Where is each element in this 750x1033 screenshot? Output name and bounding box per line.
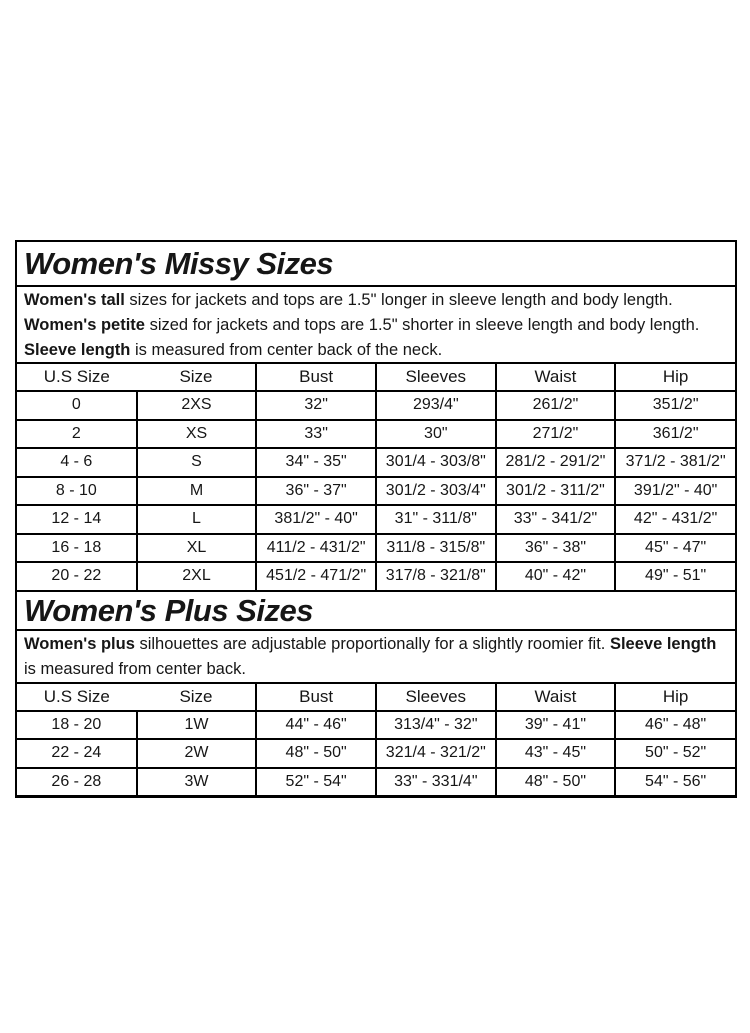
header-row (17, 684, 735, 711)
missy-sizes-description (17, 287, 735, 364)
size-cell: M (137, 477, 257, 506)
description-bold-text: Sleeve length (24, 341, 131, 359)
column-header: U.S Size (17, 364, 137, 391)
column-header: Bust (256, 364, 376, 391)
size-cell: 48" - 50" (496, 768, 616, 796)
size-cell: 371/2 - 381/2" (615, 448, 735, 477)
size-cell: 45" - 47" (615, 534, 735, 563)
size-cell: 391/2" - 40" (615, 477, 735, 506)
size-cell: 26 - 28 (17, 768, 137, 796)
size-cell: 22 - 24 (17, 739, 137, 768)
size-cell: 20 - 22 (17, 562, 137, 591)
table-row (17, 505, 735, 534)
size-cell: 18 - 20 (17, 711, 137, 740)
size-cell: 3W (137, 768, 257, 796)
size-cell: 32" (256, 391, 376, 420)
description-text: silhouettes are adjustable proportionally for a slightly roomier fit. (134, 634, 610, 653)
description-line (24, 632, 728, 682)
table-row (17, 562, 735, 591)
size-cell: 16 - 18 (17, 534, 137, 563)
size-cell: 46" - 48" (615, 711, 735, 740)
table-row (17, 448, 735, 477)
size-cell: 36" - 38" (496, 534, 616, 563)
size-cell: 301/2 - 303/4" (376, 477, 496, 506)
size-cell: 361/2" (615, 420, 735, 449)
table-row (17, 534, 735, 563)
column-header: U.S Size (17, 684, 137, 711)
plus-sizes-table (17, 684, 735, 796)
size-cell: 317/8 - 321/8" (376, 562, 496, 591)
size-cell: 451/2 - 471/2" (256, 562, 376, 591)
size-cell: 351/2" (615, 391, 735, 420)
header-row (17, 364, 735, 391)
size-cell: 293/4" (376, 391, 496, 420)
size-cell: 1W (137, 711, 257, 740)
size-cell: 39" - 41" (496, 711, 616, 740)
plus-sizes-title: Women's Plus Sizes (17, 592, 735, 631)
description-bold-text: Women's plus (24, 634, 135, 653)
column-header: Waist (496, 364, 616, 391)
size-cell: 36" - 37" (256, 477, 376, 506)
description-bold-text: Women's petite (24, 316, 145, 334)
size-cell: 281/2 - 291/2" (496, 448, 616, 477)
size-cell: 33" - 331/4" (376, 768, 496, 796)
size-cell: 4 - 6 (17, 448, 137, 477)
size-cell: 313/4" - 32" (376, 711, 496, 740)
size-cell: 52" - 54" (256, 768, 376, 796)
size-chart-document (15, 240, 737, 798)
table-row (17, 739, 735, 768)
size-cell: 311/8 - 315/8" (376, 534, 496, 563)
size-cell: 381/2" - 40" (256, 505, 376, 534)
size-cell: 31" - 311/8" (376, 505, 496, 534)
size-cell: 411/2 - 431/2" (256, 534, 376, 563)
size-cell: 44" - 46" (256, 711, 376, 740)
column-header: Size (137, 364, 257, 391)
description-text: sizes for jackets and tops are 1.5" longer in sleeve length and body length. (124, 291, 673, 309)
size-cell: 54" - 56" (615, 768, 735, 796)
missy-sizes-title: Women's Missy Sizes (17, 242, 735, 287)
description-text: sized for jackets and tops are 1.5" shorter in sleeve length and body length. (144, 316, 700, 334)
description-text: is measured from center back. (24, 659, 246, 678)
size-cell: 33" - 341/2" (496, 505, 616, 534)
size-cell: 50" - 52" (615, 739, 735, 768)
size-cell: 33" (256, 420, 376, 449)
column-header: Size (137, 684, 257, 711)
column-header: Waist (496, 684, 616, 711)
size-cell: 2 (17, 420, 137, 449)
size-cell: 34" - 35" (256, 448, 376, 477)
size-cell: 0 (17, 391, 137, 420)
description-bold-text: Sleeve length (609, 634, 717, 653)
size-cell: 12 - 14 (17, 505, 137, 534)
missy-sizes-table (17, 364, 735, 592)
size-cell: 48" - 50" (256, 739, 376, 768)
size-cell: 49" - 51" (615, 562, 735, 591)
size-cell: 2XS (137, 391, 257, 420)
description-bold-text: Women's tall (24, 291, 125, 309)
size-cell: S (137, 448, 257, 477)
size-cell: 2XL (137, 562, 257, 591)
table-row (17, 391, 735, 420)
table-row (17, 711, 735, 740)
description-line (24, 313, 728, 338)
description-line (24, 338, 728, 363)
column-header: Hip (615, 364, 735, 391)
description-line (24, 288, 728, 313)
description-text: is measured from center back of the neck. (130, 341, 443, 359)
size-cell: 301/2 - 311/2" (496, 477, 616, 506)
size-cell: 301/4 - 303/8" (376, 448, 496, 477)
size-cell: 271/2" (496, 420, 616, 449)
size-cell: 261/2" (496, 391, 616, 420)
size-cell: 321/4 - 321/2" (376, 739, 496, 768)
size-cell: XS (137, 420, 257, 449)
size-cell: 30" (376, 420, 496, 449)
table-row (17, 420, 735, 449)
size-cell: 8 - 10 (17, 477, 137, 506)
size-cell: XL (137, 534, 257, 563)
column-header: Hip (615, 684, 735, 711)
column-header: Bust (256, 684, 376, 711)
size-cell: 2W (137, 739, 257, 768)
column-header: Sleeves (376, 364, 496, 391)
table-row (17, 477, 735, 506)
plus-sizes-description (17, 631, 735, 684)
size-cell: 43" - 45" (496, 739, 616, 768)
size-cell: 40" - 42" (496, 562, 616, 591)
table-row (17, 768, 735, 796)
size-cell: L (137, 505, 257, 534)
column-header: Sleeves (376, 684, 496, 711)
size-cell: 42" - 431/2" (615, 505, 735, 534)
